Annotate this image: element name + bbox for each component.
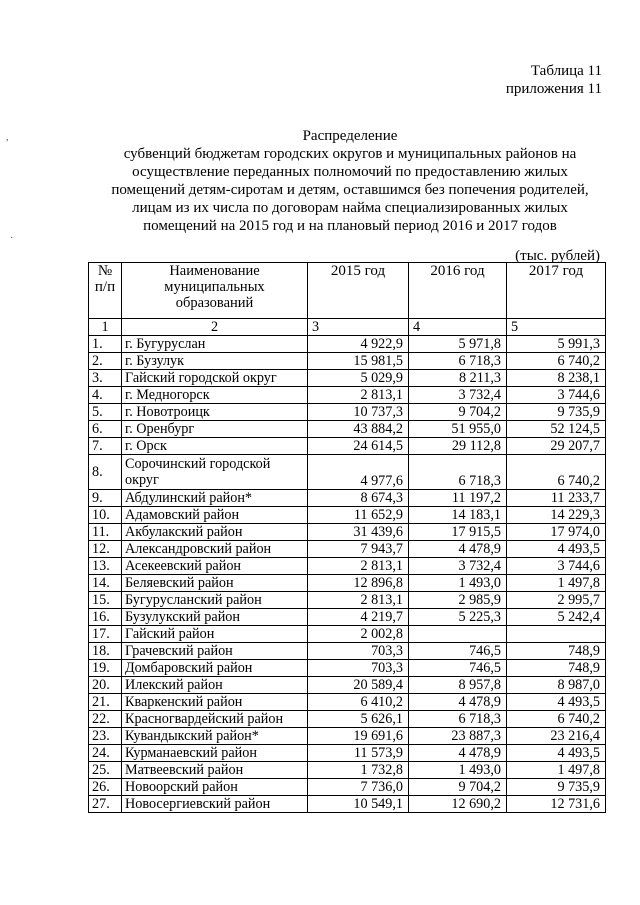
value-2015: 2 813,1: [308, 592, 409, 609]
row-name: Бузулукский район: [122, 609, 308, 626]
row-number: 13.: [89, 558, 122, 575]
row-name: Гайский городской округ: [122, 370, 308, 387]
value-2016: 12 690,2: [409, 796, 507, 813]
value-2015: 7 943,7: [308, 541, 409, 558]
value-2015: 2 813,1: [308, 387, 409, 404]
value-2016: 17 915,5: [409, 524, 507, 541]
row-number: 18.: [89, 643, 122, 660]
row-name: Матвеевский район: [122, 762, 308, 779]
value-2015: 20 589,4: [308, 677, 409, 694]
column-index: 2: [122, 319, 308, 336]
row-number: 4.: [89, 387, 122, 404]
row-number: 2.: [89, 353, 122, 370]
row-number: 17.: [89, 626, 122, 643]
value-2015: 10 549,1: [308, 796, 409, 813]
row-name: Новосергиевский район: [122, 796, 308, 813]
value-2015: 703,3: [308, 660, 409, 677]
row-number: 12.: [89, 541, 122, 558]
value-2017: 4 493,5: [507, 745, 606, 762]
value-2015: 2 813,1: [308, 558, 409, 575]
table-row: [89, 762, 606, 779]
value-2017: 6 740,2: [507, 455, 606, 490]
header-2016: 2016 год: [409, 263, 507, 319]
table-row: [89, 660, 606, 677]
table-row: [89, 796, 606, 813]
table-row: [89, 387, 606, 404]
value-2016: 2 985,9: [409, 592, 507, 609]
table-row: [89, 524, 606, 541]
value-2017: 4 493,5: [507, 694, 606, 711]
row-name: Кваркенский район: [122, 694, 308, 711]
row-name: г. Оренбург: [122, 421, 308, 438]
header-2017: 2017 год: [507, 263, 606, 319]
row-name: Асекеевский район: [122, 558, 308, 575]
table-row: [89, 336, 606, 353]
value-2017: 9 735,9: [507, 779, 606, 796]
column-index-row: [89, 319, 606, 336]
value-2015: 7 736,0: [308, 779, 409, 796]
row-number: 3.: [89, 370, 122, 387]
row-number: 11.: [89, 524, 122, 541]
value-2017: 1 497,8: [507, 762, 606, 779]
document-title: [90, 127, 610, 235]
value-2017: 11 233,7: [507, 490, 606, 507]
value-2015: 15 981,5: [308, 353, 409, 370]
table-row: [89, 694, 606, 711]
value-2015: 2 002,8: [308, 626, 409, 643]
row-name: г. Медногорск: [122, 387, 308, 404]
row-number: 14.: [89, 575, 122, 592]
row-name: г. Бугуруслан: [122, 336, 308, 353]
row-name: Александровский район: [122, 541, 308, 558]
scan-mark: ,: [6, 132, 9, 143]
row-number: 9.: [89, 490, 122, 507]
value-2015: 4 219,7: [308, 609, 409, 626]
value-2017: 9 735,9: [507, 404, 606, 421]
table-row: [89, 541, 606, 558]
value-2017: 2 995,7: [507, 592, 606, 609]
value-2017: 3 744,6: [507, 387, 606, 404]
value-2015: 43 884,2: [308, 421, 409, 438]
title-line: помещений на 2015 год и на плановый период 2016 и 2017 годов: [143, 218, 557, 234]
value-2017: 14 229,3: [507, 507, 606, 524]
table-row: [89, 745, 606, 762]
row-number: 22.: [89, 711, 122, 728]
row-name: Курманаевский район: [122, 745, 308, 762]
row-number: 7.: [89, 438, 122, 455]
row-name: Новоорский район: [122, 779, 308, 796]
value-2016: 14 183,1: [409, 507, 507, 524]
value-2017: 5 991,3: [507, 336, 606, 353]
table-row: [89, 558, 606, 575]
value-2015: 1 732,8: [308, 762, 409, 779]
table-row: [89, 592, 606, 609]
row-number: 8.: [89, 455, 122, 490]
title-line: субвенций бюджетам городских округов и муниципальных районов на: [123, 146, 577, 162]
subsidy-table: [88, 262, 606, 813]
value-2017: 8 987,0: [507, 677, 606, 694]
value-2015: 31 439,6: [308, 524, 409, 541]
value-2015: 5 626,1: [308, 711, 409, 728]
table-row: [89, 507, 606, 524]
row-number: 20.: [89, 677, 122, 694]
value-2017: 8 238,1: [507, 370, 606, 387]
value-2016: 1 493,0: [409, 762, 507, 779]
value-2015: 8 674,3: [308, 490, 409, 507]
value-2016: 23 887,3: [409, 728, 507, 745]
row-name: Красногвардейский район: [122, 711, 308, 728]
value-2016: 11 197,2: [409, 490, 507, 507]
value-2017: 6 740,2: [507, 353, 606, 370]
value-2015: 10 737,3: [308, 404, 409, 421]
value-2016: 9 704,2: [409, 404, 507, 421]
value-2015: 24 614,5: [308, 438, 409, 455]
value-2016: 3 732,4: [409, 387, 507, 404]
title-line: лицам из их числа по договорам найма специализированных жилых: [132, 200, 568, 216]
value-2015: 4 922,9: [308, 336, 409, 353]
value-2016: 5 225,3: [409, 609, 507, 626]
value-2016: 6 718,3: [409, 353, 507, 370]
value-2015: 11 573,9: [308, 745, 409, 762]
row-number: 27.: [89, 796, 122, 813]
title-line: Распределение: [302, 128, 398, 144]
row-name: Домбаровский район: [122, 660, 308, 677]
value-2016: 6 718,3: [409, 711, 507, 728]
column-index: 5: [507, 319, 606, 336]
row-name: Грачевский район: [122, 643, 308, 660]
row-number: 25.: [89, 762, 122, 779]
value-2016: 4 478,9: [409, 694, 507, 711]
value-2015: 4 977,6: [308, 455, 409, 490]
value-2017: 4 493,5: [507, 541, 606, 558]
value-2016: 51 955,0: [409, 421, 507, 438]
title-line: помещений детям-сиротам и детям, оставшимся без попечения родителей,: [111, 182, 589, 198]
value-2015: 19 691,6: [308, 728, 409, 745]
column-index: 4: [409, 319, 507, 336]
scan-mark: ·: [10, 233, 14, 244]
value-2016: 746,5: [409, 643, 507, 660]
row-name: Кувандыкский район*: [122, 728, 308, 745]
row-name: Гайский район: [122, 626, 308, 643]
row-name: г. Бузулук: [122, 353, 308, 370]
value-2016: 29 112,8: [409, 438, 507, 455]
row-name: Адамовский район: [122, 507, 308, 524]
title-line: осуществление переданных полномочий по предоставлению жилых: [132, 164, 568, 180]
row-number: 26.: [89, 779, 122, 796]
column-index: 1: [89, 319, 122, 336]
value-2016: [409, 626, 507, 643]
value-2015: 11 652,9: [308, 507, 409, 524]
value-2016: 5 971,8: [409, 336, 507, 353]
row-name: Сорочинский городской округ: [122, 455, 308, 490]
value-2017: 17 974,0: [507, 524, 606, 541]
value-2017: 5 242,4: [507, 609, 606, 626]
value-2015: 703,3: [308, 643, 409, 660]
row-number: 1.: [89, 336, 122, 353]
value-2016: 6 718,3: [409, 455, 507, 490]
table-row: [89, 490, 606, 507]
value-2017: 1 497,8: [507, 575, 606, 592]
value-2017: 748,9: [507, 643, 606, 660]
appendix-label: приложения 11: [505, 81, 602, 97]
value-2015: 12 896,8: [308, 575, 409, 592]
row-number: 24.: [89, 745, 122, 762]
table-row: [89, 455, 606, 490]
row-number: 23.: [89, 728, 122, 745]
row-name: г. Новотроицк: [122, 404, 308, 421]
value-2017: [507, 626, 606, 643]
header-name: Наименование муниципальных образований: [122, 263, 308, 319]
value-2017: 29 207,7: [507, 438, 606, 455]
row-number: 21.: [89, 694, 122, 711]
value-2015: 5 029,9: [308, 370, 409, 387]
value-2016: 8 957,8: [409, 677, 507, 694]
table-number-label: Таблица 11: [530, 63, 602, 79]
value-2015: 6 410,2: [308, 694, 409, 711]
table-row: [89, 370, 606, 387]
table-row: [89, 421, 606, 438]
value-2016: 4 478,9: [409, 541, 507, 558]
row-number: 15.: [89, 592, 122, 609]
table-row: [89, 626, 606, 643]
header-number: № п/п: [89, 263, 122, 319]
row-name: Беляевский район: [122, 575, 308, 592]
table-row: [89, 575, 606, 592]
table-row: [89, 728, 606, 745]
table-row: [89, 353, 606, 370]
row-number: 10.: [89, 507, 122, 524]
column-index: 3: [308, 319, 409, 336]
value-2016: 9 704,2: [409, 779, 507, 796]
value-2017: 6 740,2: [507, 711, 606, 728]
value-2017: 52 124,5: [507, 421, 606, 438]
value-2016: 746,5: [409, 660, 507, 677]
table-row: [89, 677, 606, 694]
value-2017: 23 216,4: [507, 728, 606, 745]
row-number: 16.: [89, 609, 122, 626]
units-label: (тыс. рублей): [515, 248, 600, 264]
row-number: 19.: [89, 660, 122, 677]
header-2015: 2015 год: [308, 263, 409, 319]
value-2017: 748,9: [507, 660, 606, 677]
row-number: 6.: [89, 421, 122, 438]
row-name: Илекский район: [122, 677, 308, 694]
value-2017: 12 731,6: [507, 796, 606, 813]
table-row: [89, 779, 606, 796]
table-row: [89, 643, 606, 660]
value-2016: 8 211,3: [409, 370, 507, 387]
row-name: Бугурусланский район: [122, 592, 308, 609]
table-row: [89, 609, 606, 626]
row-name: г. Орск: [122, 438, 308, 455]
value-2017: 3 744,6: [507, 558, 606, 575]
row-name: Абдулинский район*: [122, 490, 308, 507]
row-name: Акбулакский район: [122, 524, 308, 541]
value-2016: 1 493,0: [409, 575, 507, 592]
table-row: [89, 438, 606, 455]
table-row: [89, 404, 606, 421]
row-number: 5.: [89, 404, 122, 421]
value-2016: 3 732,4: [409, 558, 507, 575]
table-row: [89, 711, 606, 728]
value-2016: 4 478,9: [409, 745, 507, 762]
